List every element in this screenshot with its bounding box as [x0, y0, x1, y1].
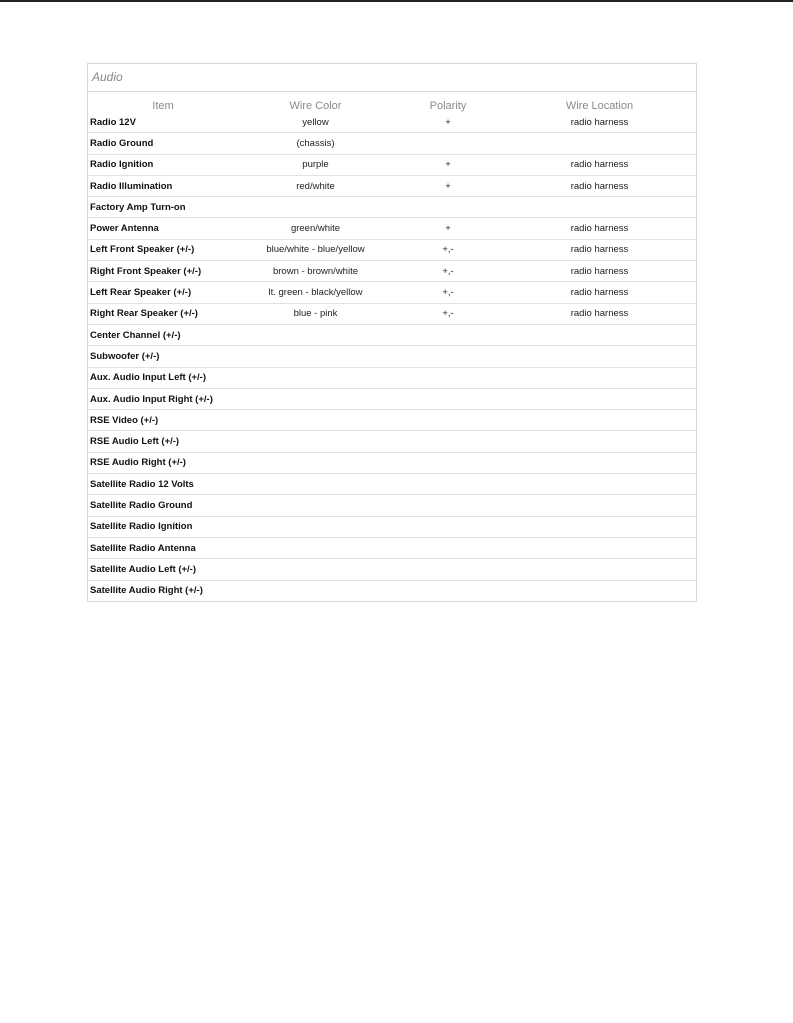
item-cell: Satellite Audio Right (+/-): [90, 585, 203, 597]
table-row: [88, 133, 696, 154]
table-row: [88, 175, 696, 196]
wire-color-cell: [238, 388, 393, 409]
table-header-row: [88, 92, 696, 112]
wire-color-cell: [238, 431, 393, 452]
table-row: [88, 580, 696, 601]
wire-location-cell: [503, 452, 696, 473]
table-row: [88, 559, 696, 580]
item-cell: Aux. Audio Input Left (+/-): [88, 367, 238, 388]
wire-color-cell: [238, 580, 393, 601]
column-header-polarity: Polarity: [429, 100, 467, 112]
table-row: [88, 239, 696, 260]
polarity-cell: [393, 410, 503, 431]
table-row: [88, 431, 696, 452]
polarity-cell: +,-: [393, 239, 503, 260]
wire-location-cell: radio harness: [503, 239, 696, 260]
wire-color-cell: green/white: [238, 218, 393, 239]
wire-color-cell: [238, 559, 393, 580]
wire-color-cell: yellow: [238, 112, 393, 133]
audio-wiring-table: [87, 63, 697, 602]
polarity-cell: [393, 452, 503, 473]
wire-color-cell: blue - pink: [238, 303, 393, 324]
polarity-cell: [393, 474, 503, 495]
wire-location-cell: [503, 346, 696, 367]
table-row: [88, 346, 696, 367]
polarity-cell: +: [393, 218, 503, 239]
item-cell: Subwoofer (+/-): [88, 346, 238, 367]
section-title: Audio: [88, 64, 696, 92]
wire-color-cell: [238, 537, 393, 558]
table-row: [88, 367, 696, 388]
column-header-item: Item: [152, 100, 174, 112]
wire-location-cell: [503, 133, 696, 154]
item-cell: Radio Ground: [88, 133, 238, 154]
item-cell: Factory Amp Turn-on: [88, 197, 238, 218]
polarity-cell: [393, 324, 503, 345]
polarity-cell: +: [393, 175, 503, 196]
item-cell: RSE Video (+/-): [88, 410, 238, 431]
polarity-cell: +,-: [393, 303, 503, 324]
wire-location-cell: [503, 197, 696, 218]
table-row: [88, 516, 696, 537]
wire-location-cell: [503, 410, 696, 431]
table-row: [88, 495, 696, 516]
polarity-cell: [393, 537, 503, 558]
polarity-cell: +,-: [393, 261, 503, 282]
item-cell: RSE Audio Left (+/-): [88, 431, 238, 452]
wiring-table: [88, 92, 696, 601]
wire-color-cell: [238, 452, 393, 473]
wire-color-cell: [238, 346, 393, 367]
wire-color-cell: blue/white - blue/yellow: [238, 239, 393, 260]
wire-location-cell: radio harness: [503, 218, 696, 239]
wire-location-cell: [503, 431, 696, 452]
wire-color-cell: [238, 410, 393, 431]
table-row: [88, 388, 696, 409]
table-row: [88, 410, 696, 431]
wire-color-cell: purple: [238, 154, 393, 175]
item-cell: Satellite Radio Ground: [88, 495, 238, 516]
item-cell: Aux. Audio Input Right (+/-): [88, 388, 238, 409]
item-cell: Radio Ignition: [88, 154, 238, 175]
polarity-cell: [393, 431, 503, 452]
item-cell: Right Rear Speaker (+/-): [88, 303, 238, 324]
wire-color-cell: [238, 324, 393, 345]
table-row: [88, 218, 696, 239]
wire-color-cell: [238, 197, 393, 218]
table-row: [88, 452, 696, 473]
item-cell: Left Front Speaker (+/-): [88, 239, 238, 260]
wire-location-cell: [503, 495, 696, 516]
polarity-cell: [393, 197, 503, 218]
column-header-wire-color: Wire Color: [289, 100, 342, 112]
polarity-cell: +,-: [393, 282, 503, 303]
item-cell: Satellite Radio Ignition: [88, 516, 238, 537]
table-row: [88, 112, 696, 133]
item-cell: Satellite Audio Left (+/-): [88, 559, 238, 580]
item-cell: RSE Audio Right (+/-): [88, 452, 238, 473]
polarity-cell: [393, 495, 503, 516]
wire-color-cell: brown - brown/white: [238, 261, 393, 282]
polarity-cell: +: [393, 154, 503, 175]
table-row: [88, 282, 696, 303]
item-cell: Center Channel (+/-): [88, 324, 238, 345]
item-cell: Radio Illumination: [88, 175, 238, 196]
wire-color-cell: lt. green - black/yellow: [238, 282, 393, 303]
item-cell: Left Rear Speaker (+/-): [88, 282, 238, 303]
wire-color-cell: (chassis): [238, 133, 393, 154]
item-cell: Radio 12V: [88, 112, 238, 133]
polarity-cell: [393, 346, 503, 367]
wire-location-cell: radio harness: [503, 175, 696, 196]
table-row: [88, 324, 696, 345]
item-cell: Satellite Radio Antenna: [88, 537, 238, 558]
polarity-cell: +: [393, 112, 503, 133]
polarity-cell: [393, 580, 503, 601]
table-row: [88, 537, 696, 558]
wire-color-cell: [238, 367, 393, 388]
item-cell: Right Front Speaker (+/-): [88, 261, 238, 282]
wire-location-cell: [503, 388, 696, 409]
polarity-cell: [393, 388, 503, 409]
wire-location-cell: radio harness: [503, 303, 696, 324]
wire-color-cell: [238, 516, 393, 537]
polarity-cell: [393, 516, 503, 537]
scan-edge: [0, 0, 793, 2]
wire-location-cell: radio harness: [503, 261, 696, 282]
wire-location-cell: [503, 580, 696, 601]
wire-location-cell: [503, 537, 696, 558]
table-row: [88, 303, 696, 324]
wire-color-cell: [238, 495, 393, 516]
wire-location-cell: [503, 559, 696, 580]
table-row: [88, 474, 696, 495]
wire-color-cell: red/white: [238, 175, 393, 196]
polarity-cell: [393, 559, 503, 580]
table-row: [88, 197, 696, 218]
column-header-wire-location: Wire Location: [565, 100, 634, 112]
wire-location-cell: [503, 367, 696, 388]
wire-location-cell: [503, 516, 696, 537]
wire-location-cell: [503, 324, 696, 345]
table-row: [88, 261, 696, 282]
table-row: [88, 154, 696, 175]
wire-location-cell: radio harness: [503, 112, 696, 133]
wire-location-cell: [503, 474, 696, 495]
polarity-cell: [393, 133, 503, 154]
wire-color-cell: [238, 474, 393, 495]
wire-location-cell: radio harness: [503, 154, 696, 175]
item-cell: Satellite Radio 12 Volts: [88, 474, 238, 495]
polarity-cell: [393, 367, 503, 388]
wire-location-cell: radio harness: [503, 282, 696, 303]
item-cell: Power Antenna: [88, 218, 238, 239]
table-body: [88, 112, 696, 601]
